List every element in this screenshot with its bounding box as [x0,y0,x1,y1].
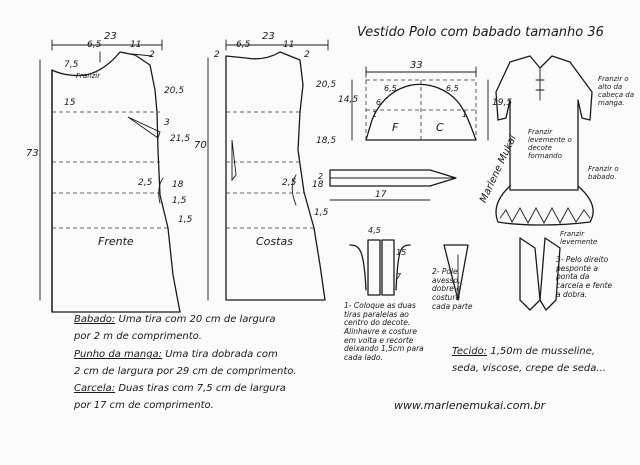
front-ruffle-mark: Franzir [76,72,101,80]
back-small-2a: 2 [214,50,220,60]
cuff-text: Uma tira dobrada com [165,349,278,360]
sleeve-back-label: C [436,121,444,134]
front-length: 73 [26,148,39,159]
back-length: 70 [194,140,207,151]
cuff-mark: 2 [318,172,324,181]
sleeve-small-65a: 6,5 [384,84,397,93]
sleeve-small-1a: 1 [372,110,378,119]
sleeve-width: 33 [410,60,423,71]
step-2-text: 2- Pole avesso, dobre e costure cada parte [432,267,473,311]
front-neck-width: 6,5 [87,40,102,50]
cuff-note-2: 2 cm de largura por 29 cm de comprimento. [74,366,297,377]
placket-text: Duas tiras com 7,5 cm de largura [118,383,286,394]
front-waist-3: 1,5 [172,196,187,206]
placket-note-2: por 17 cm de comprimento. [74,400,214,411]
ruffle-note [74,314,275,326]
note-gather-neckline: Franzir levemente o decote formando [528,128,572,161]
back-label: Costas [256,235,293,248]
placket-note [74,383,286,395]
cuff-label: Punho da manga: [74,349,163,360]
sleeve-small-65b: 6,5 [446,84,459,93]
note-gather-lightly: Franzir levemente [560,230,598,247]
front-small-2: 2 [149,50,155,60]
fabric-label: Tecido: [452,346,488,357]
fabric-note [452,346,595,358]
front-waist-2: 18 [172,180,184,190]
back-waist-2: 18 [312,180,324,190]
sleeve-small-6: 6 [376,98,382,107]
front-side-2: 21,5 [170,134,191,144]
back-pattern-piece [208,40,328,300]
front-armhole-depth: 20,5 [164,86,185,96]
back-shoulder: 11 [283,40,295,50]
pattern-title: Vestido Polo com babado tamanho 36 [357,25,604,40]
cuff-length: 17 [375,190,387,200]
placket-label: Carcela: [74,383,116,394]
step-1-text: 1- Coloque as duas tiras paralelas ao centro do decote. Alinhavre e costure em volta e recorte deixando 1,5cm para cada lado. [344,301,424,362]
fabric-text: 1,50m de musseline, [490,346,596,357]
step-3-text: 3- Pelo direito pesponte a ponta da carcela e fente a dobra. [556,255,613,299]
front-bust-depth: 15 [64,98,76,108]
back-neck-width: 6,5 [236,40,251,50]
sleeve-pattern-piece [330,67,488,200]
sleeve-front-label: F [392,121,399,134]
front-shoulder: 11 [130,40,142,50]
front-waist-1: 2,5 [138,178,153,188]
sleeve-cap-height: 14,5 [338,95,359,105]
ruffle-text: Uma tira com 20 cm de largura [118,314,276,325]
placket-len-a: 15 [396,248,407,257]
front-neck-depth: 7,5 [64,60,79,70]
cuff-note [74,349,278,361]
front-hem-plus: 1,5 [178,215,193,225]
back-width: 23 [262,31,275,42]
ruffle-label: Babado: [74,314,116,325]
front-side-1: 3 [164,118,170,128]
back-waist-3: 1,5 [314,208,329,218]
front-label: Frente [98,235,134,248]
note-gather-ruffle: Franzir o babado. [588,165,619,182]
note-gather-sleeve-cap: Franzir o alto da cabeça da manga. [598,75,634,108]
front-width: 23 [104,31,117,42]
back-small-2b: 2 [304,50,310,60]
back-side-1: 18,5 [316,136,337,146]
ruffle-note-2: por 2 m de comprimento. [74,331,202,342]
website-link[interactable]: www.marlenemukai.com.br [394,399,546,412]
fabric-note-2: seda, viscose, crepe de seda... [452,363,606,374]
placket-width: 4,5 [368,226,381,235]
back-armhole-depth: 20,5 [316,80,337,90]
sleeve-small-1b: 1 [462,110,468,119]
back-waist-1: 2,5 [282,178,297,188]
sleeve-right-height: 19,5 [492,98,513,108]
designer-signature: Marlene Mukai [478,133,519,205]
placket-len-b: 7 [396,272,402,281]
front-pattern-piece [40,40,180,312]
